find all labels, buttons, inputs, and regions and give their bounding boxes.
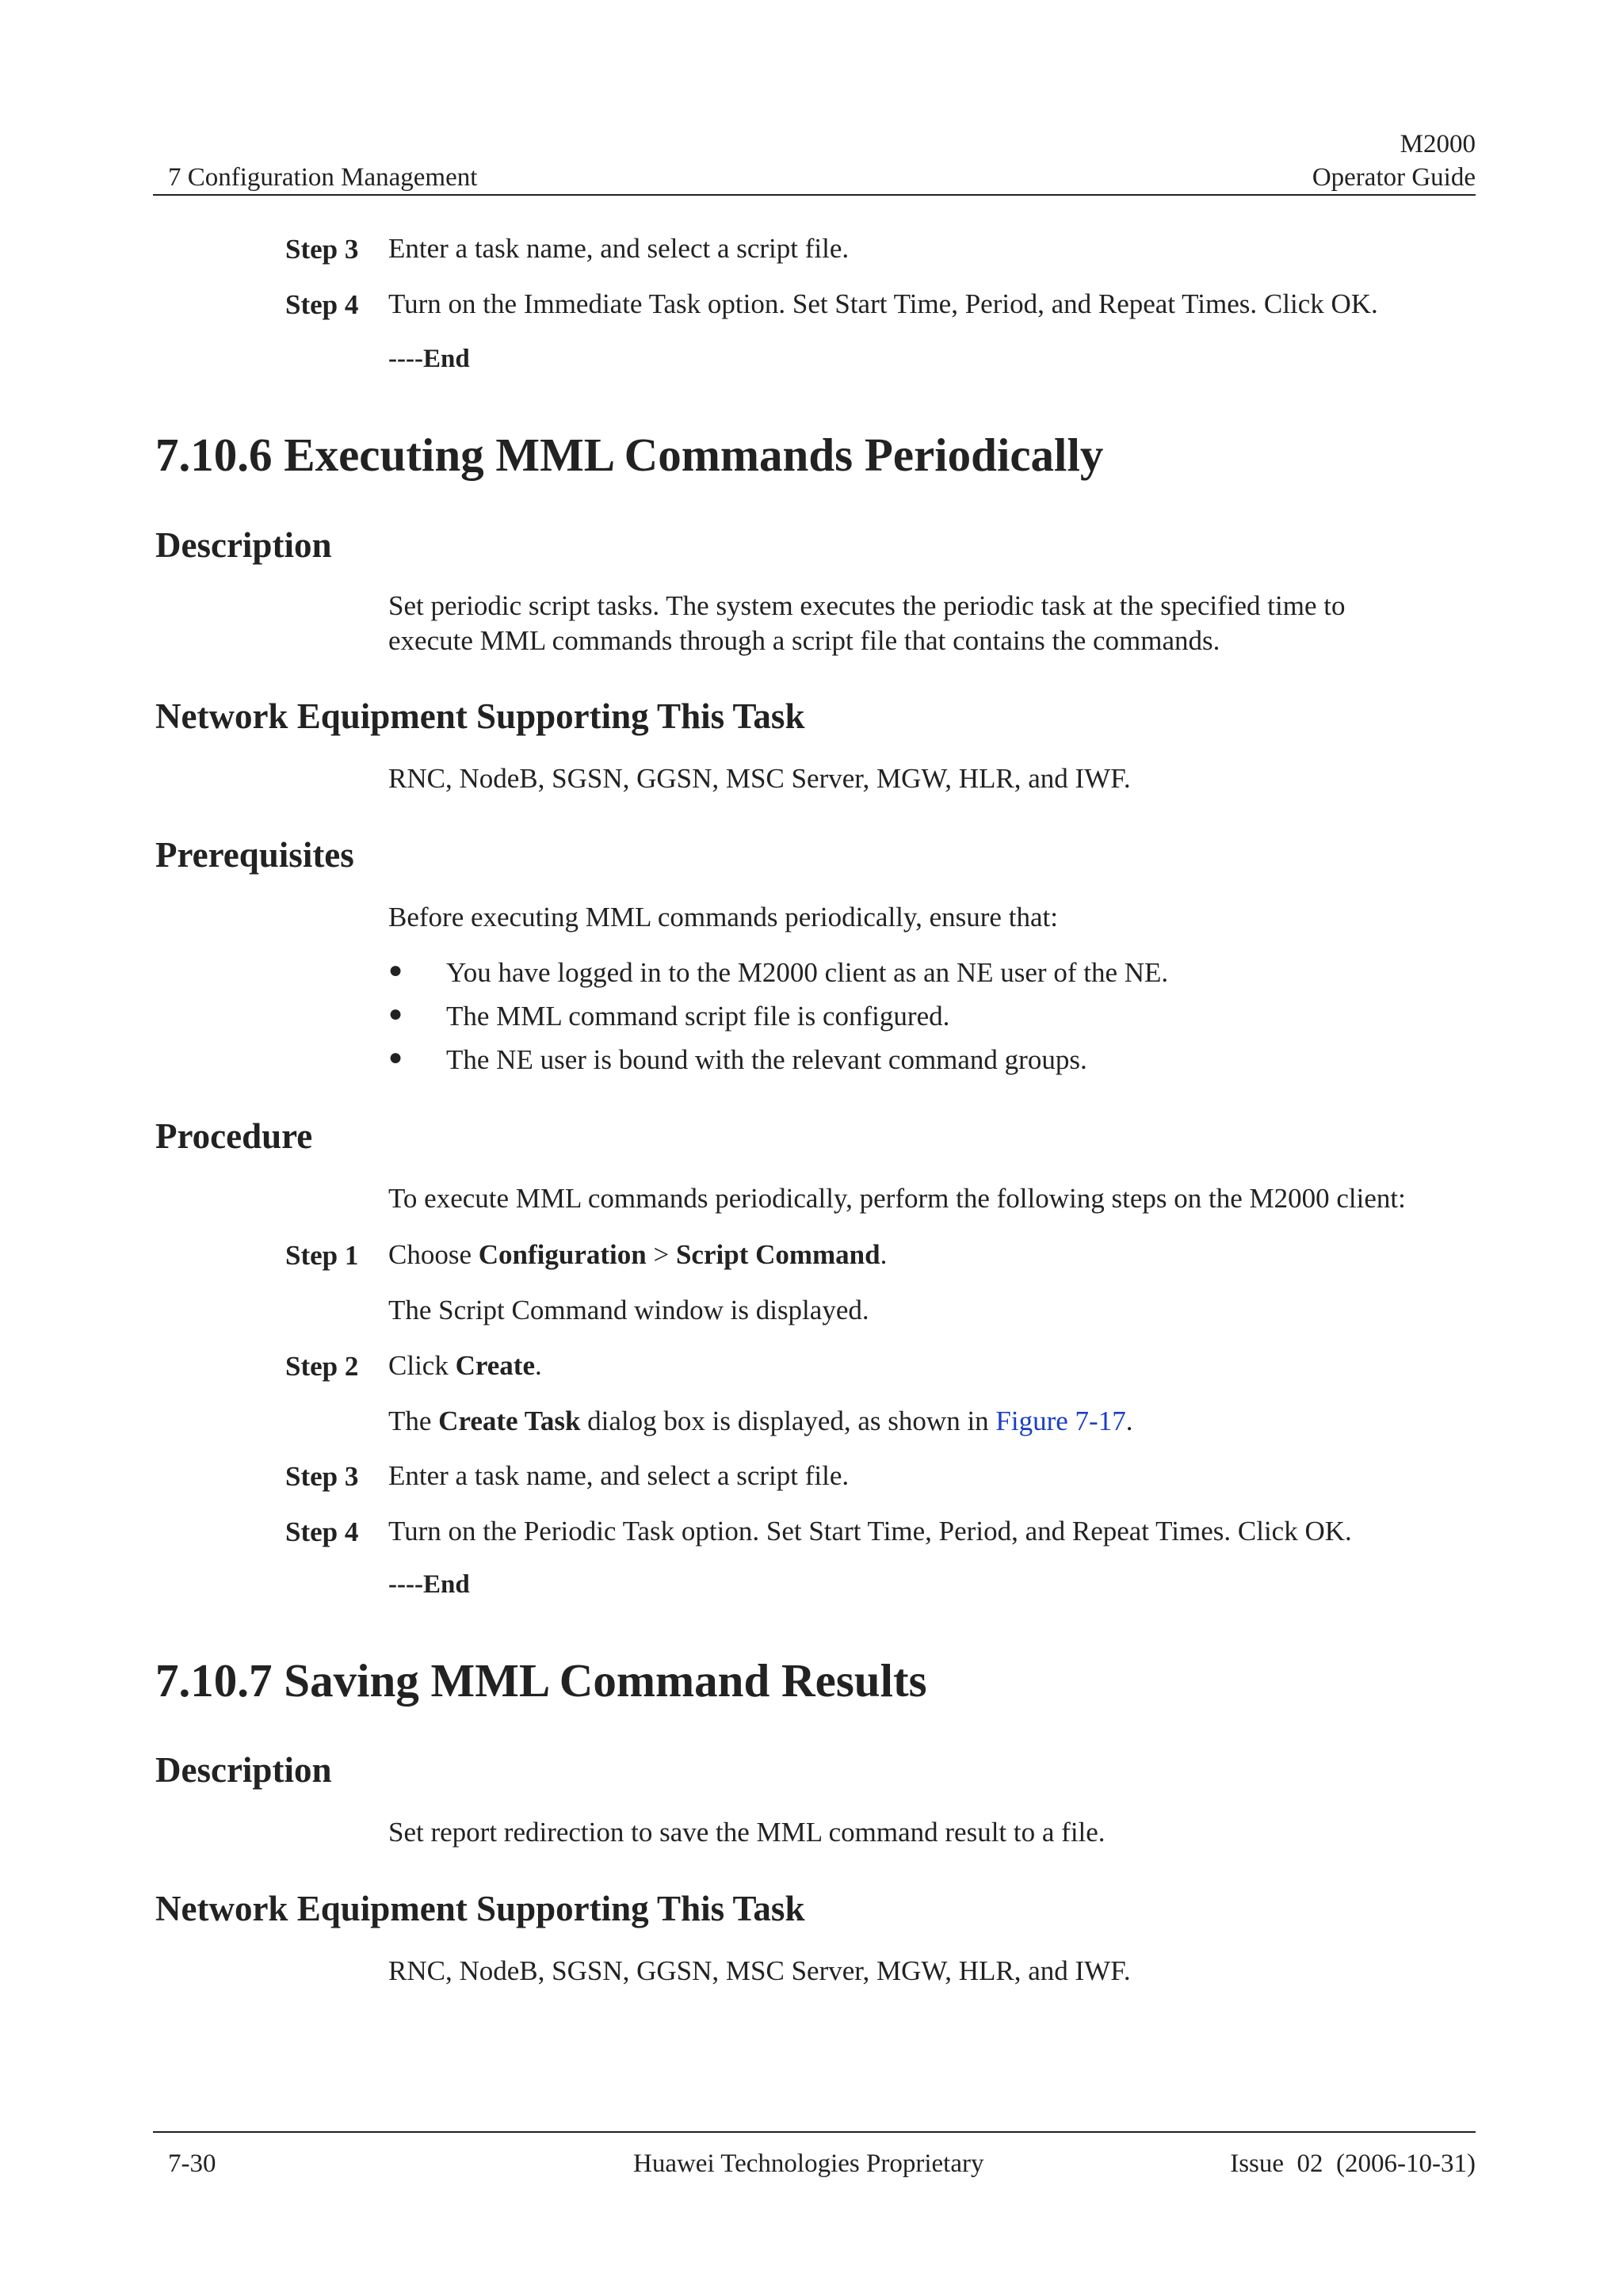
step-text-part: Click: [388, 1350, 456, 1381]
step-label: Step 2: [285, 1351, 359, 1382]
create-button-name: Create: [455, 1350, 535, 1381]
prereq-item: The NE user is bound with the relevant command groups.: [446, 1044, 1087, 1075]
menu-separator: >: [646, 1239, 676, 1270]
end-marker: ----End: [388, 345, 470, 373]
step-text-part: .: [1125, 1405, 1133, 1436]
step-label: Step 1: [285, 1240, 359, 1271]
section-title: 7.10.7 Saving MML Command Results: [155, 1654, 927, 1707]
step-text-part: .: [534, 1350, 542, 1381]
step-label: Step 4: [285, 289, 359, 320]
step-text-part: .: [880, 1239, 888, 1270]
header-product: M2000: [1400, 130, 1476, 158]
prereq-intro: Before executing MML commands periodically, ensure that:: [388, 902, 1058, 933]
equipment-heading: Network Equipment Supporting This Task: [155, 1889, 805, 1928]
procedure-heading: Procedure: [155, 1116, 313, 1156]
step-label: Step 3: [285, 1461, 359, 1492]
footer-issue: Issue 02 (2006-10-31): [1230, 2149, 1476, 2178]
figure-link[interactable]: Figure 7-17: [995, 1405, 1126, 1436]
footer-rule: [153, 2131, 1476, 2133]
end-marker: ----End: [388, 1570, 470, 1599]
equipment-text: RNC, NodeB, SGSN, GGSN, MSC Server, MGW, HLR, and IWF.: [388, 1955, 1131, 1986]
menu-configuration: Configuration: [478, 1239, 647, 1270]
step-result: The Script Command window is displayed.: [388, 1295, 869, 1325]
footer-page-number: 7-30: [168, 2149, 216, 2178]
procedure-intro: To execute MML commands periodically, perform the following steps on the M2000 client:: [388, 1183, 1406, 1214]
header-rule: [153, 194, 1476, 196]
step-text-part: The: [388, 1405, 439, 1436]
menu-script-command: Script Command: [675, 1239, 880, 1270]
step-text-part: dialog box is displayed, as shown in: [580, 1405, 996, 1436]
footer-proprietary: Huawei Technologies Proprietary: [633, 2149, 984, 2178]
step-text: Turn on the Immediate Task option. Set Start Time, Period, and Repeat Times. Click OK.: [388, 288, 1378, 319]
section-title: 7.10.6 Executing MML Commands Periodically: [155, 429, 1104, 481]
equipment-text: RNC, NodeB, SGSN, GGSN, MSC Server, MGW, HLR, and IWF.: [388, 763, 1131, 794]
step-label: Step 4: [285, 1516, 359, 1547]
step-label: Step 3: [285, 234, 359, 265]
step-text: [388, 1348, 542, 1383]
description-text: execute MML commands through a script file that contains the commands.: [388, 625, 1220, 656]
step-text: [388, 1238, 887, 1272]
step-text: Turn on the Periodic Task option. Set Start Time, Period, and Repeat Times. Click OK.: [388, 1516, 1352, 1547]
dialog-name: Create Task: [438, 1405, 581, 1436]
prereq-item: You have logged in to the M2000 client as an NE user of the NE.: [446, 957, 1169, 988]
step-result: [388, 1404, 1132, 1439]
bullet-icon: ●: [388, 957, 403, 983]
header-doc-title: Operator Guide: [1312, 163, 1476, 192]
bullet-icon: ●: [388, 1044, 403, 1070]
bullet-icon: ●: [388, 1001, 403, 1027]
description-text: Set periodic script tasks. The system executes the periodic task at the specified time to: [388, 590, 1346, 621]
equipment-heading: Network Equipment Supporting This Task: [155, 696, 805, 736]
prereq-item: The MML command script file is configured.: [446, 1001, 950, 1032]
prereq-heading: Prerequisites: [155, 835, 354, 875]
step-text: Enter a task name, and select a script file.: [388, 233, 850, 264]
step-text-part: Choose: [388, 1239, 479, 1270]
description-heading: Description: [155, 525, 332, 565]
description-heading: Description: [155, 1750, 332, 1790]
header-chapter: 7 Configuration Management: [168, 163, 478, 192]
step-text: Enter a task name, and select a script file.: [388, 1460, 850, 1491]
description-text: Set report redirection to save the MML command result to a file.: [388, 1817, 1106, 1848]
